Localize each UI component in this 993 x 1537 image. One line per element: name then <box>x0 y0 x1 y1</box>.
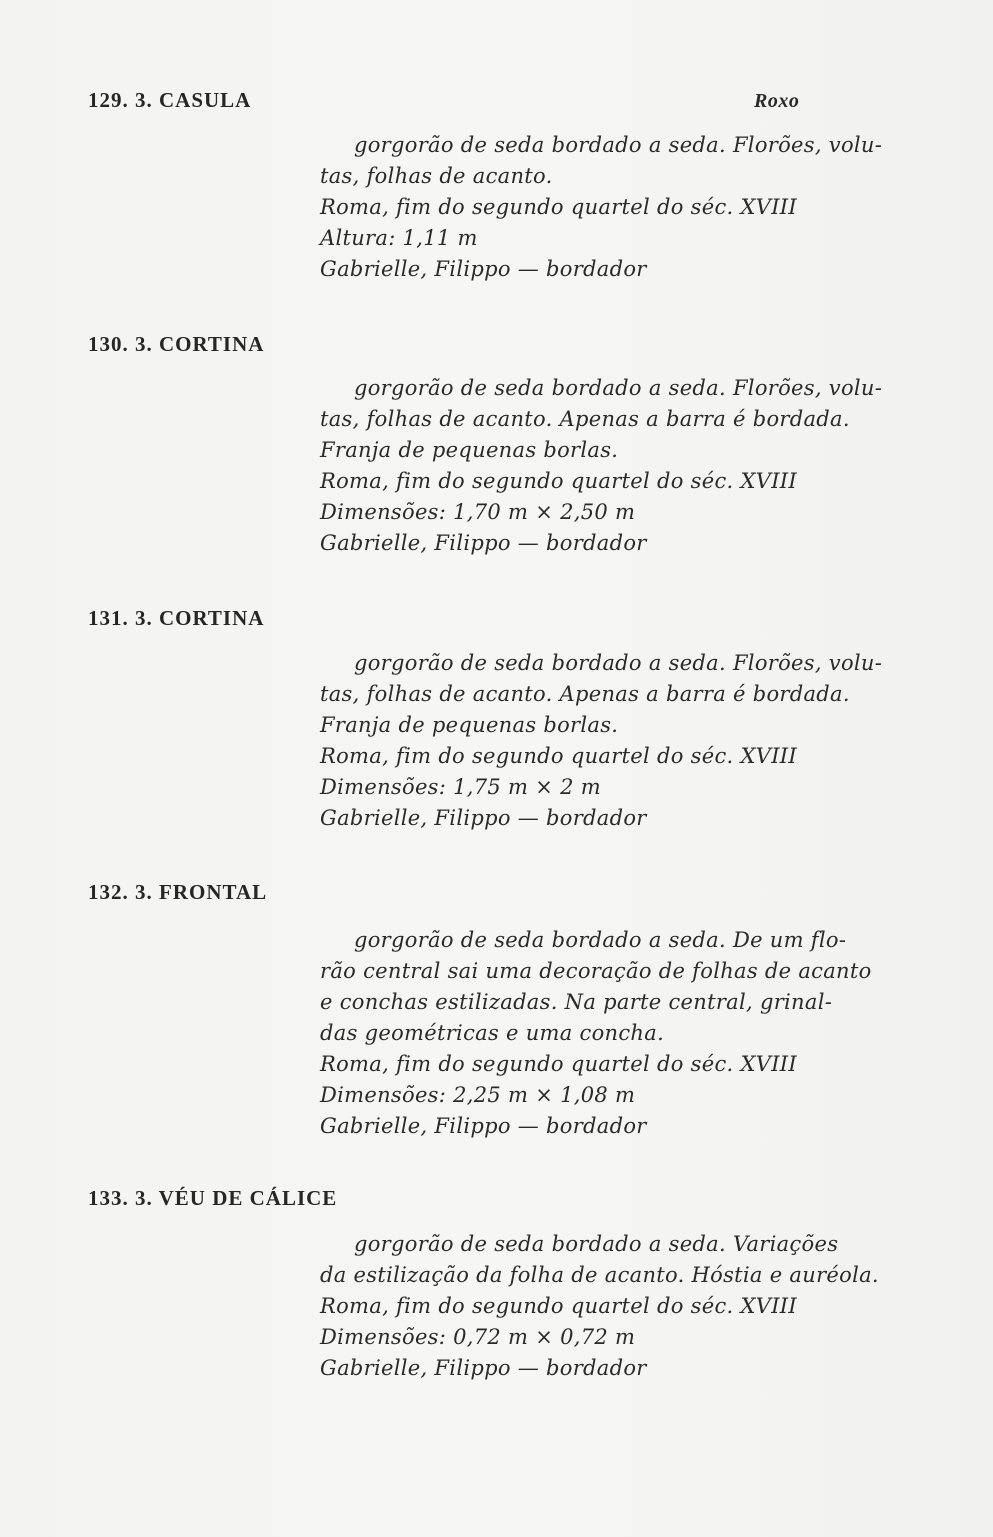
entry-description <box>320 1229 905 1384</box>
description-line: gorgorão de seda bordado a seda. Florões, volu- <box>354 651 883 675</box>
description-line: rão central sai uma decoração de folhas de acanto <box>320 959 872 983</box>
liturgical-color-label: Roxo <box>754 90 800 112</box>
description-line: tas, folhas de acanto. Apenas a barra é bordada. <box>320 682 850 706</box>
entry-heading: 130. 3. CORTINA <box>88 332 265 356</box>
description-line: gorgorão de seda bordado a seda. Florões, volu- <box>354 376 883 400</box>
description-line: gorgorão de seda bordado a seda. Variações <box>354 1232 839 1256</box>
entry-heading: 132. 3. FRONTAL <box>88 880 268 904</box>
entry-heading: 129. 3. CASULA <box>88 88 252 112</box>
description-line: Gabrielle, Filippo — bordador <box>320 257 647 281</box>
description-line: Gabrielle, Filippo — bordador <box>320 1356 647 1380</box>
description-line: Franja de pequenas borlas. <box>320 713 619 737</box>
description-line: Gabrielle, Filippo — bordador <box>320 1114 647 1138</box>
entry-description <box>320 373 905 559</box>
description-line: Gabrielle, Filippo — bordador <box>320 531 647 555</box>
entry-heading: 133. 3. VÉU DE CÁLICE <box>88 1186 338 1210</box>
description-line: Dimensões: 0,72 m × 0,72 m <box>320 1325 636 1349</box>
description-line: gorgorão de seda bordado a seda. Florões, volu- <box>354 133 883 157</box>
description-line: Roma, fim do segundo quartel do séc. XVIII <box>320 1294 797 1318</box>
description-line: Dimensões: 1,70 m × 2,50 m <box>320 500 636 524</box>
description-line: Roma, fim do segundo quartel do séc. XVIII <box>320 744 797 768</box>
description-line: Dimensões: 2,25 m × 1,08 m <box>320 1083 636 1107</box>
description-line: tas, folhas de acanto. Apenas a barra é bordada. <box>320 407 850 431</box>
entry-description <box>320 130 905 285</box>
description-line: Roma, fim do segundo quartel do séc. XVIII <box>320 469 797 493</box>
description-line: Franja de pequenas borlas. <box>320 438 619 462</box>
description-line: Roma, fim do segundo quartel do séc. XVIII <box>320 195 797 219</box>
description-line: e conchas estilizadas. Na parte central, grinal- <box>320 990 833 1014</box>
entry-heading: 131. 3. CORTINA <box>88 606 265 630</box>
description-line: da estilização da folha de acanto. Hóstia e auréola. <box>320 1263 879 1287</box>
description-line: das geométricas e uma concha. <box>320 1021 665 1045</box>
entry-description <box>320 925 905 1142</box>
description-line: gorgorão de seda bordado a seda. De um flo- <box>354 928 847 952</box>
entry-description <box>320 648 905 834</box>
description-line: Gabrielle, Filippo — bordador <box>320 806 647 830</box>
description-line: Roma, fim do segundo quartel do séc. XVIII <box>320 1052 797 1076</box>
description-line: Dimensões: 1,75 m × 2 m <box>320 775 601 799</box>
description-line: tas, folhas de acanto. <box>320 164 553 188</box>
description-line: Altura: 1,11 m <box>320 226 478 250</box>
